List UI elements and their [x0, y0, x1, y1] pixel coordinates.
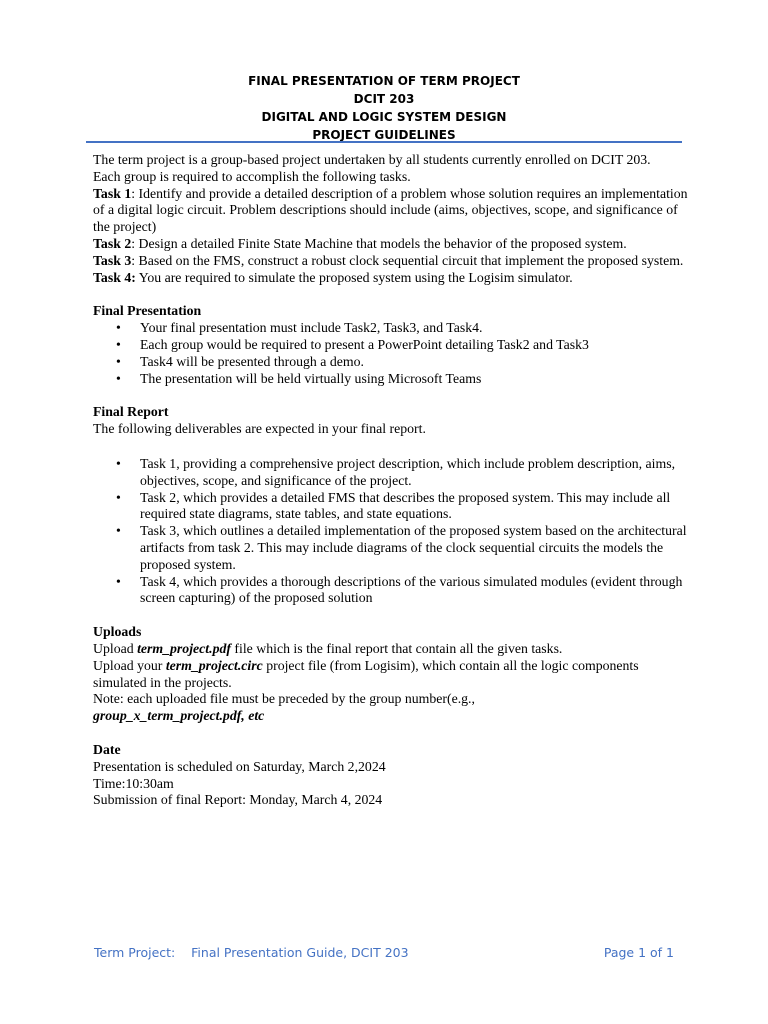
list-item: • Task 1, providing a comprehensive project description, which include problem description, aims, objectives, scope, and significance of the project. [93, 456, 693, 490]
task-1-text: : Identify and provide a detailed description of a problem whose solution requires an implementation of a digital logic circuit. Problem descriptions should include (aims, objectives, scope, and significance of the project) [93, 185, 688, 235]
document-header [0, 72, 768, 144]
final-report-list [93, 456, 693, 607]
document-body [93, 152, 693, 809]
footer-title: Term Project: Final Presentation Guide, DCIT 203 [94, 945, 409, 960]
intro-tasks-line: Each group is required to accomplish the following tasks. [93, 168, 411, 184]
task-3-label: Task 3 [93, 252, 132, 268]
header-course-name: DIGITAL AND LOGIC SYSTEM DESIGN [261, 110, 507, 124]
final-report-intro: The following deliverables are expected in your final report. [93, 421, 426, 437]
task-3 [93, 253, 693, 270]
header-course-code: DCIT 203 [353, 92, 415, 106]
header-divider [86, 141, 682, 143]
list-item: • The presentation will be held virtually using Microsoft Teams [93, 371, 693, 388]
list-item: • Your final presentation must include Task2, Task3, and Task4. [93, 320, 693, 337]
list-item: • Each group would be required to present a PowerPoint detailing Task2 and Task3 [93, 337, 693, 354]
task-4-label: Task 4: [93, 269, 136, 285]
presentation-time: Time:10:30am [93, 775, 174, 791]
task-3-text: : Based on the FMS, construct a robust clock sequential circuit that implement the proposed system. [131, 252, 684, 268]
footer-page-number: Page 1 of 1 [603, 945, 674, 960]
list-item: • Task 3, which outlines a detailed implementation of the proposed system based on the architectural artifacts from task 2. This may include diagrams of the clock sequential circuits the models the proposed system. [93, 523, 693, 573]
header-title: FINAL PRESENTATION OF TERM PROJECT [248, 74, 520, 88]
submission-date: Submission of final Report: Monday, March 4, 2024 [93, 792, 383, 808]
task-2-text: : Design a detailed Finite State Machine that models the behavior of the proposed system. [131, 235, 627, 251]
date-heading: Date [93, 741, 121, 757]
upload-report-line: Upload term_project.pdf file which is the final report that contain all the given tasks. [93, 640, 563, 656]
task-2-label: Task 2 [93, 235, 132, 251]
circ-filename: term_project.circ [165, 657, 263, 673]
task-1-label: Task 1 [93, 185, 132, 201]
header-subtitle: PROJECT GUIDELINES [312, 128, 456, 142]
task-1 [93, 186, 693, 236]
list-item: • Task 4, which provides a thorough descriptions of the various simulated modules (evident through screen capturing) of the proposed solution [93, 574, 693, 608]
final-presentation-list [93, 320, 693, 387]
final-report-heading: Final Report [93, 404, 169, 420]
upload-example: group_x_term_project.pdf, etc [93, 708, 265, 724]
task-2 [93, 236, 693, 253]
list-item: • Task4 will be presented through a demo. [93, 354, 693, 371]
list-item: • Task 2, which provides a detailed FMS that describes the proposed system. This may include all required state diagrams, state tables, and state equations. [93, 490, 693, 524]
report-filename: term_project.pdf [137, 640, 231, 656]
presentation-date: Presentation is scheduled on Saturday, March 2,2024 [93, 758, 386, 774]
uploads-heading: Uploads [93, 624, 142, 640]
task-4 [93, 270, 693, 287]
intro-paragraph: The term project is a group-based project undertaken by all students currently enrolled on DCIT 203. [93, 152, 651, 167]
upload-circ-line: Upload your term_project.circ project file (from Logisim), which contain all the logic components simulated in the projects. [93, 657, 639, 690]
upload-note: Note: each uploaded file must be preceded by the group number(e.g., [93, 691, 475, 707]
final-presentation-heading: Final Presentation [93, 303, 202, 319]
task-4-text: You are required to simulate the proposed system using the Logisim simulator. [135, 269, 573, 285]
